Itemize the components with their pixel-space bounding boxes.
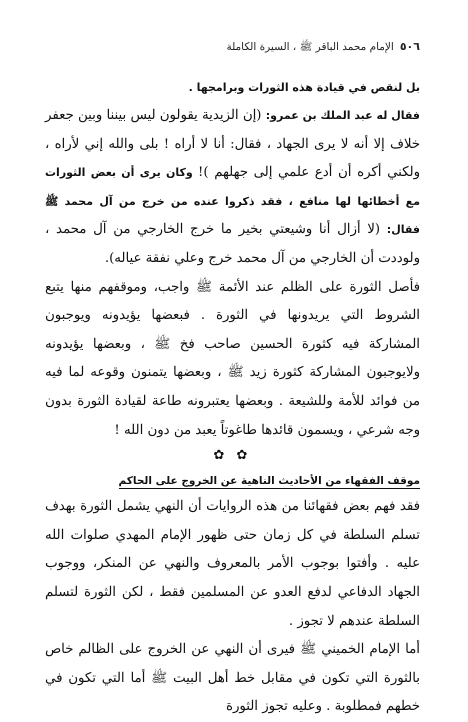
page-header: [45, 40, 420, 68]
quote-text-a: (إن الزيدية يقولون ليس بيننا وبين جعفر خلاف إلا أنه لا يرى الجهاد ، فقال: أنا لا أراه ! بلى والله إني لأراه ، ولكني أكره أن أدع علمي إلى جهلهم )!: [45, 108, 420, 181]
quote-text-b: (لا أزال أنا وشيعتي بخير ما خرج الخارجي من آل محمد ، ولوددت أن الخارجي من آل محمد خرج وعلي نفقة عياله).: [45, 222, 420, 266]
section-divider-ornament: ✿ ✿: [213, 448, 252, 464]
bold-narration-note: وكان يرى أن بعض الثورات مع أخطائها لها منافع ، فقد ذكروا عنده من خرج من آل محمد ﷺ فقال:: [45, 166, 420, 237]
intro-line: بل لنقص في قيادة هذه الثورات وبرامجها .: [188, 81, 420, 94]
paragraph-khomeini-view: أما الإمام الخميني ﷺ فيرى أن النهي عن الخروج على الظالم خاص بالثورة التي تكون في مقابل خط أهل البيت ﷺ أما التي تكون في خطهم فمطلوبة . وعليه تجوز الثورة: [45, 642, 420, 715]
paragraph-revolution-principle: فأصل الثورة على الظلم عند الأئمة ﷺ واجب، وموقفهم منها يتبع الشروط التي يريدونها في الثورة . فبعضها يؤيدونه ويوجبون المشاركة فيه كثورة الحسين صاحب فخ ﷺ ، وبعضها يؤيدونه ولايوجبون المشاركة كثورة زيد ﷺ ، وبعضها يتمنون وقوعه لما فيه من فوائد للأمة وللشيعة . وبعضها يعتبرونه طاعة لقيادة الثورة بدون وجه شرعي ، ويسمون قائدها طاغوتاً يعبد من دون الله !: [45, 279, 420, 438]
quote-attribution-bold: فقال له عبد الملك بن عمرو:: [265, 109, 420, 122]
book-page: [45, 40, 420, 722]
paragraph-quote-zaydiyya: [45, 102, 420, 274]
section-heading: [45, 469, 420, 493]
running-title: الإمام محمد الباقر ﷺ ، السيرة الكاملة: [226, 41, 394, 53]
paragraph-jurists-view: فقد فهم بعض فقهائنا من هذه الروايات أن النهي يشمل الثورة بهدف تسلم السلطة في كل زمان حتى ظهور الإمام المهدي صلوات الله عليه . وأفتوا بوجوب الأمر بالمعروف والنهي عن المنكر، ووجوب الجهاد الدفاعي لدفع العدو عن المسلمين فقط ، لكن الثورة لتسلم السلطة عندهم لا تجوز .: [45, 499, 420, 629]
page-number: ٥٠٦: [399, 40, 420, 53]
section-heading-text: موقف الفقهاء من الأحاديث الناهية عن الخروج على الحاكم: [118, 475, 420, 488]
